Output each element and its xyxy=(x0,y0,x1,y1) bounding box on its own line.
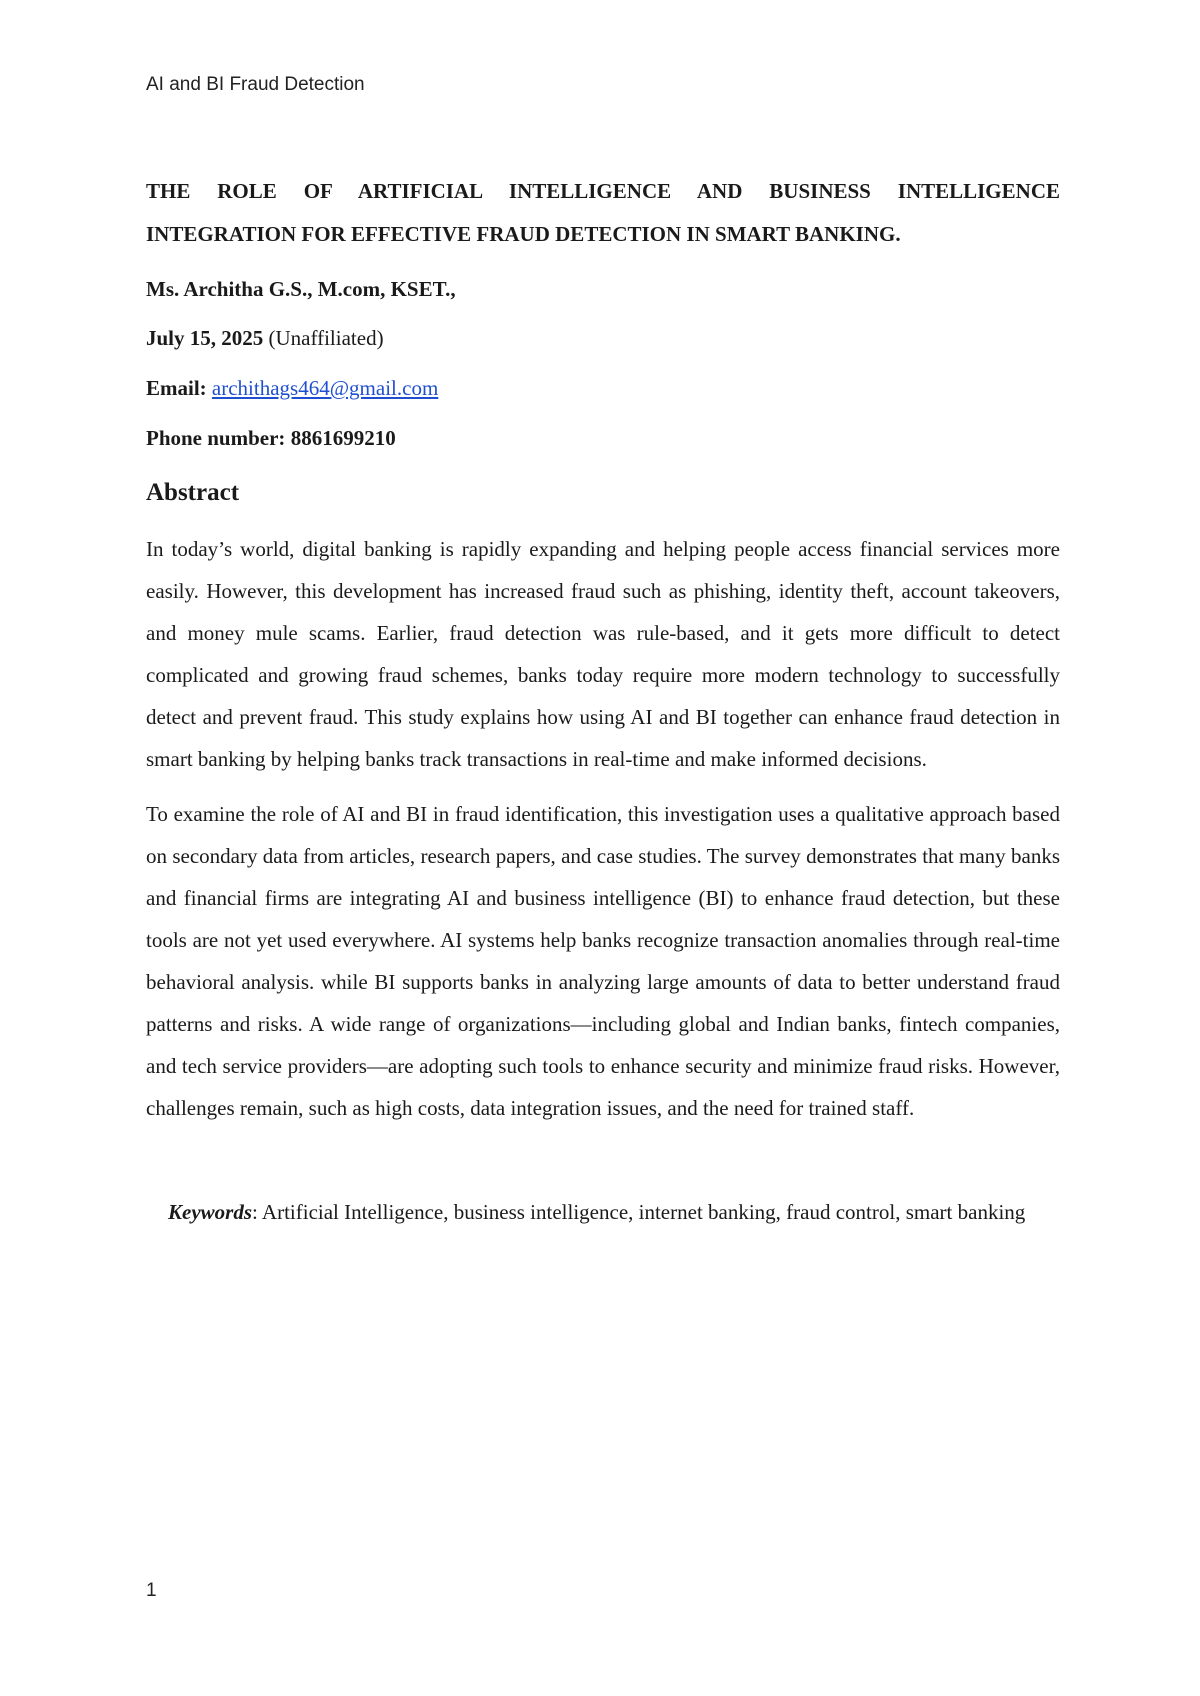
page-number: 1 xyxy=(146,1580,157,1601)
page-content xyxy=(146,170,1060,1233)
author-name: Ms. Architha G.S., M.com, KSET., xyxy=(146,277,456,301)
author-line xyxy=(146,275,1060,303)
keywords-label: Keywords xyxy=(168,1200,252,1224)
phone-label: Phone number: xyxy=(146,426,286,450)
email-link[interactable]: archithags464@gmail.com xyxy=(211,376,439,400)
paper-title-line-1: THE ROLE OF ARTIFICIAL INTELLIGENCE AND BUSINESS INTELLIGENCE xyxy=(146,179,1060,203)
phone-number: 8861699210 xyxy=(290,426,396,450)
publication-date: July 15, 2025 xyxy=(146,326,264,350)
abstract-paragraph-2: To examine the role of AI and BI in fraud identification, this investigation uses a qualitative approach based on secondary data from articles, research papers, and case studies. The survey demonstrates that many banks and financial firms are integrating AI and business intelligence (BI) to enhance fraud detection, but these tools are not yet used everywhere. AI systems help banks recognize transaction anomalies through real-time behavioral analysis. while BI supports banks in analyzing large amounts of data to better understand fraud patterns and risks. A wide range of organizations—including global and Indian banks, fintech companies, and tech service providers—are adopting such tools to enhance security and minimize fraud risks. However, challenges remain, such as high costs, data integration issues, and the need for trained staff. xyxy=(146,802,1060,1120)
running-header: AI and BI Fraud Detection xyxy=(146,74,365,95)
keywords-text: : Artificial Intelligence, business intelligence, internet banking, fraud control, smart banking xyxy=(252,1200,1026,1224)
email-line xyxy=(146,374,1060,402)
paper-title xyxy=(146,170,1060,256)
email-label: Email: xyxy=(146,376,207,400)
phone-line xyxy=(146,424,1060,452)
abstract-paragraph-1: In today’s world, digital banking is rapidly expanding and helping people access financial services more easily. However, this development has increased fraud such as phishing, identity theft, account takeovers, and money mule scams. Earlier, fraud detection was rule-based, and it gets more difficult to detect complicated and growing fraud schemes, banks today require more modern technology to successfully detect and prevent fraud. This study explains how using AI and BI together can enhance fraud detection in smart banking by helping banks track transactions in real-time and make informed decisions. xyxy=(146,537,1060,771)
paper-title-line-2: INTEGRATION FOR EFFECTIVE FRAUD DETECTION IN SMART BANKING. xyxy=(146,222,901,246)
abstract-heading: Abstract xyxy=(146,479,240,506)
keywords-line xyxy=(146,1191,1060,1233)
date-line xyxy=(146,324,1060,352)
affiliation: (Unaffiliated) xyxy=(268,326,384,350)
